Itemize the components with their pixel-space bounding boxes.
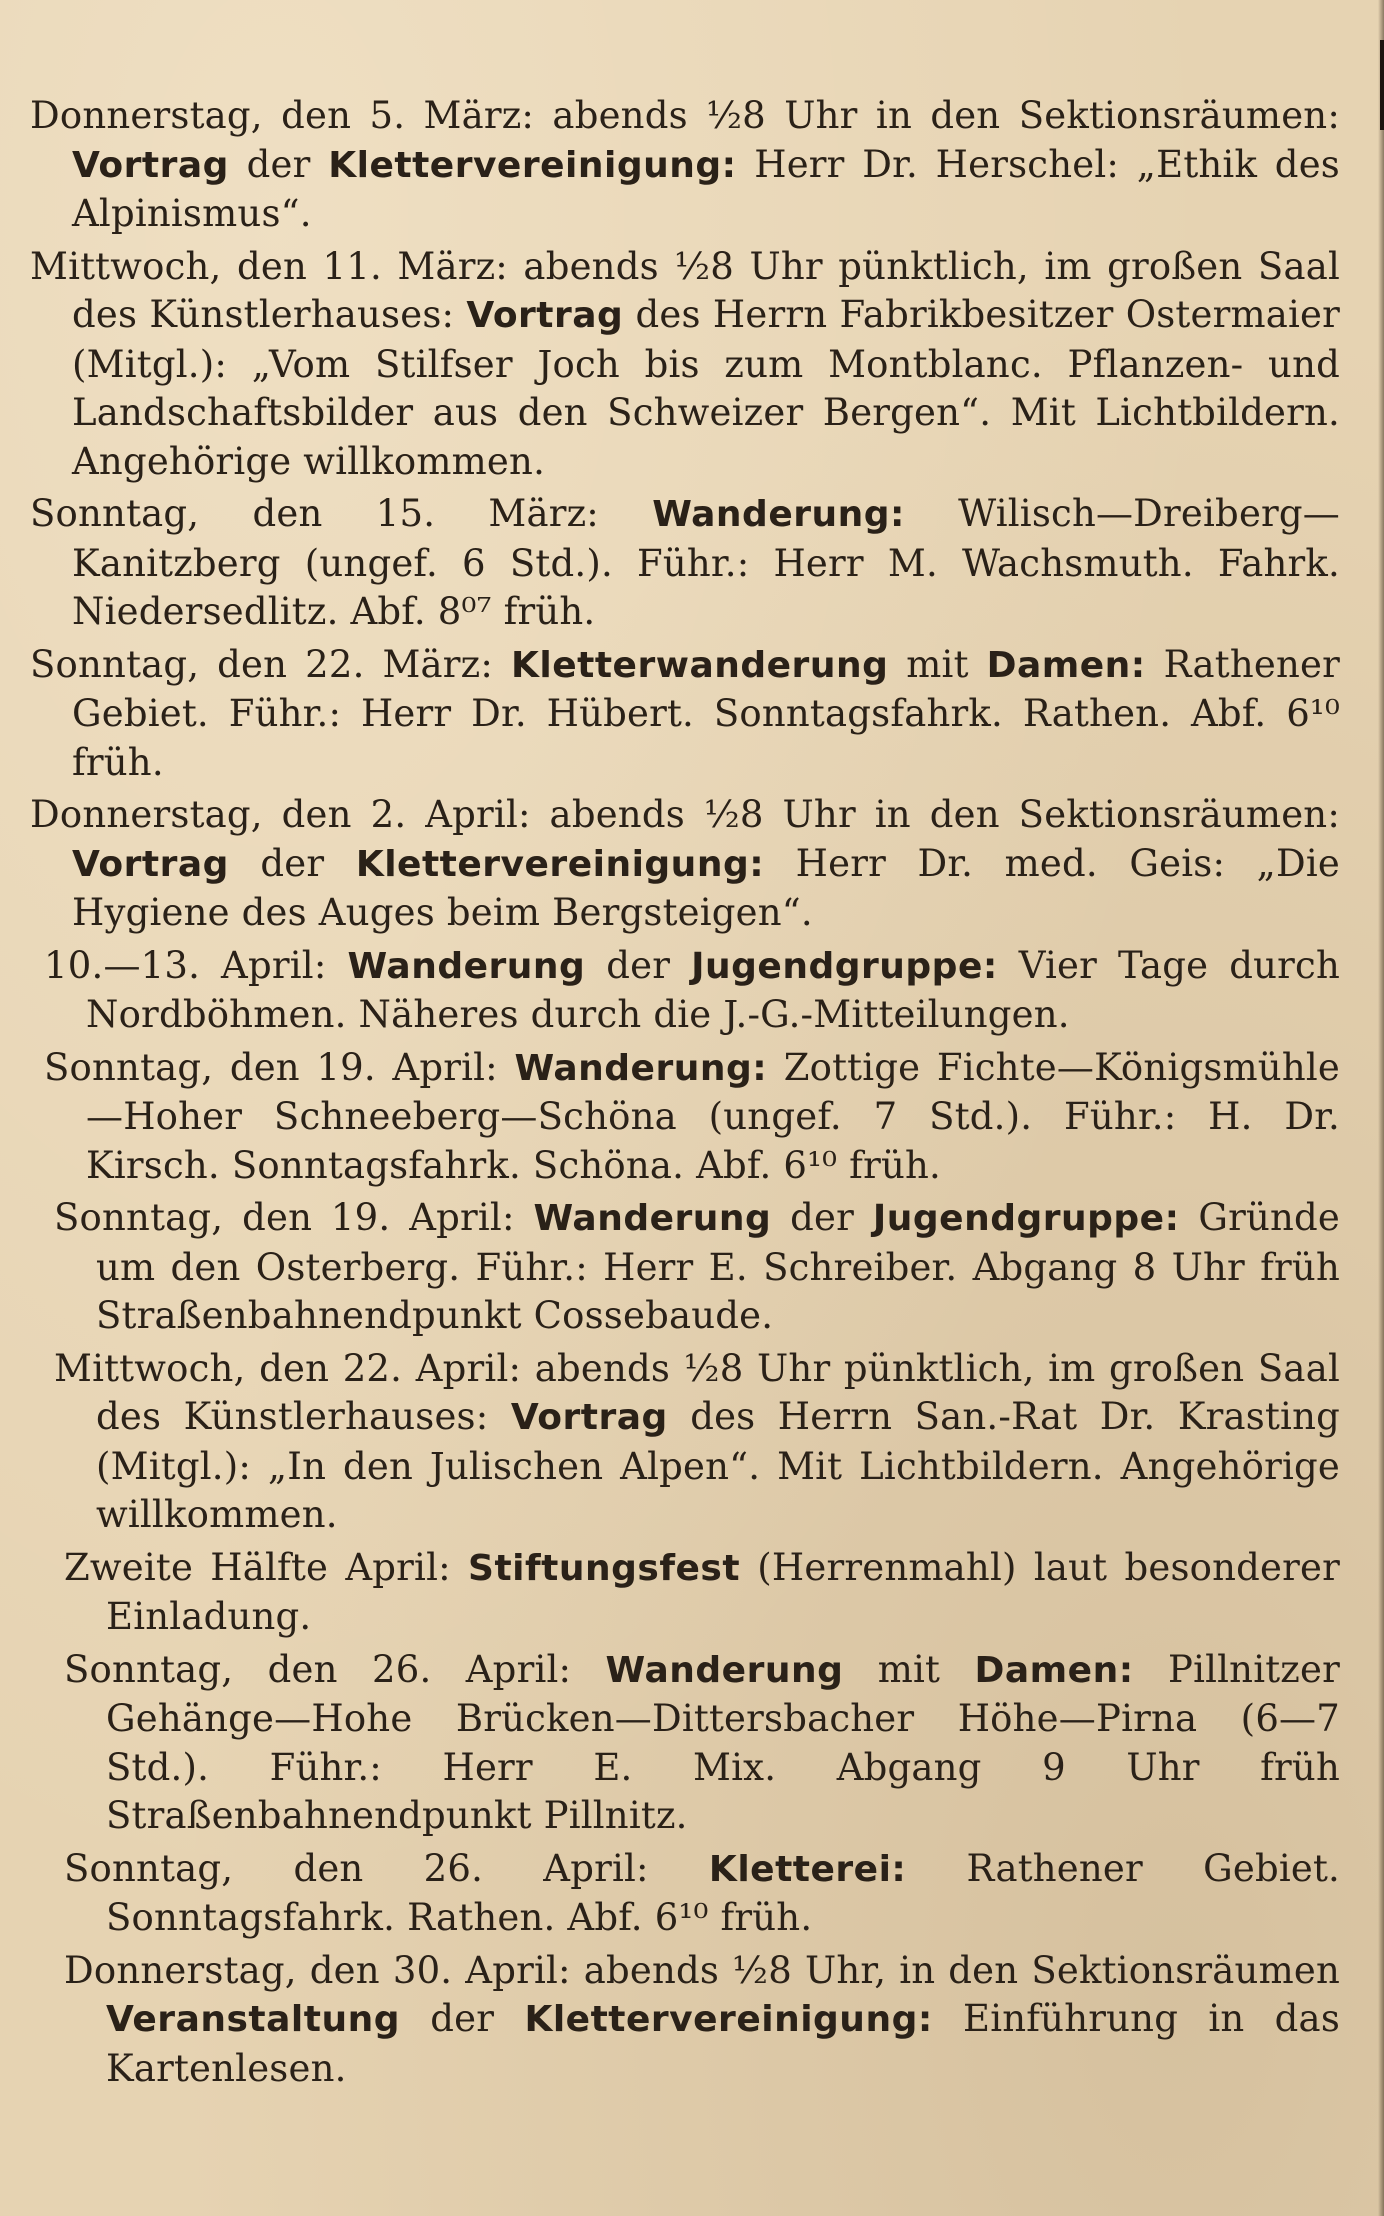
entry-date: Zweite Hälfte April: — [64, 1545, 451, 1589]
entry-connector: der — [260, 841, 325, 885]
entry-kind: Stiftungsfest — [468, 1547, 741, 1589]
entry-2 — [30, 243, 1340, 487]
entry-date: Sonntag, den 19. April: — [44, 1045, 498, 1089]
entry-detail: Gründe um den Osterberg. Führ.: Herr E. Schreiber. Abgang 8 Uhr früh Straßenbahnendpunkt Cossebaude. — [96, 1196, 1341, 1337]
entry-detail: Vier Tage durch Nordböhmen. Näheres durch die J.-G.-Mitteilungen. — [86, 943, 1340, 1036]
event-calendar — [30, 92, 1340, 2097]
entry-group: Jugendgruppe: — [691, 945, 998, 987]
entry-connector: der — [430, 1997, 495, 2040]
entry-detail: des Herrn Fabrikbesitzer Ostermaier (Mitgl.): „Vom Stilfser Joch bis zum Montblanc. Pflanzen- und Landschaftsbilder aus den Schweizer Bergen“. Mit Lichtbildern. Angehörige willkommen. — [72, 293, 1341, 483]
entry-kind: Vortrag — [72, 843, 229, 885]
entry-kind: Wanderung — [533, 1198, 772, 1239]
entry-detail: Wilisch—Dreiberg—Kanitzberg (ungef. 6 Std.). Führ.: Herr M. Wachsmuth. Fahrk. Niedersedlitz. Abf. 8⁰⁷ früh. — [72, 492, 1341, 633]
entry-10 — [64, 1544, 1340, 1642]
entry-group: Damen: — [974, 1649, 1134, 1691]
entry-connector: mit — [906, 642, 969, 686]
entry-kind: Wanderung — [605, 1649, 844, 1691]
page-edge-shadow — [1378, 0, 1384, 2216]
entry-detail: Zottige Fichte—Königsmühle—Hoher Schneeberg—Schöna (ungef. 7 Std.). Führ.: H. Dr. Kirsch. Sonntagsfahrk. Schöna. Abf. 6¹⁰ früh. — [86, 1045, 1340, 1187]
entry-date: Mittwoch, den 22. April: abends ½8 Uhr pünktlich, im großen Saal des Künstlerhauses: — [54, 1346, 1340, 1438]
entry-kind: Kletterwanderung — [510, 644, 889, 686]
entry-detail: Herr Dr. Herschel: „Ethik des Alpinismus“. — [72, 142, 1340, 235]
entry-13 — [64, 1947, 1340, 2094]
entry-5 — [30, 791, 1340, 938]
entry-12 — [64, 1845, 1340, 1943]
entry-date: Sonntag, den 15. März: — [30, 492, 599, 535]
entry-kind: Vortrag — [466, 295, 624, 336]
entry-detail: Einführung in das Kartenlesen. — [106, 1997, 1341, 2090]
entry-group: Jugendgruppe: — [872, 1198, 1180, 1239]
entry-kind: Kletterei: — [708, 1848, 907, 1890]
entry-connector: der — [606, 943, 671, 987]
entry-date: Donnerstag, den 2. April: abends ½8 Uhr in den Sektionsräumen: — [30, 793, 1340, 836]
entry-group: Klettervereinigung: — [524, 1999, 933, 2040]
entry-kind: Veranstaltung — [106, 1999, 400, 2040]
entry-date: Sonntag, den 26. April: — [64, 1647, 572, 1691]
entry-detail: Rathener Gebiet. Führ.: Herr Dr. Hübert. Sonntagsfahrk. Rathen. Abf. 6¹⁰ früh. — [72, 642, 1341, 784]
entry-detail: Pillnitzer Gehänge—Hohe Brücken—Dittersbacher Höhe—Pirna (6—7 Std.). Führ.: Herr E. Mix. Abgang 9 Uhr früh Straßenbahnendpunkt Pillnitz. — [106, 1647, 1340, 1837]
entry-group: Klettervereinigung: — [355, 843, 765, 885]
entry-date: Donnerstag, den 30. April: abends ½8 Uhr, in den Sektionsräumen — [64, 1948, 1340, 1992]
entry-group: Damen: — [986, 644, 1146, 686]
entry-connector: der — [790, 1196, 855, 1239]
entry-connector: der — [246, 142, 311, 186]
entry-group: Klettervereinigung: — [328, 144, 737, 186]
entry-7 — [44, 1044, 1340, 1191]
entry-kind: Wanderung: — [514, 1047, 768, 1089]
entry-date: Mittwoch, den 11. März: abends ½8 Uhr pünktlich, im großen Saal des Künstlerhauses: — [30, 244, 1340, 336]
entry-6 — [44, 942, 1340, 1040]
entry-8 — [54, 1194, 1340, 1341]
entry-connector: mit — [877, 1647, 941, 1691]
entry-detail: Herr Dr. med. Geis: „Die Hygiene des Auges beim Bergsteigen“. — [72, 841, 1340, 934]
entry-kind: Vortrag — [72, 144, 229, 186]
entry-kind: Wanderung — [347, 945, 586, 987]
entry-3 — [30, 490, 1340, 637]
entry-kind: Wanderung: — [652, 494, 905, 535]
entry-detail: des Herrn San.-Rat Dr. Krasting (Mitgl.): „In den Julischen Alpen“. Mit Lichtbildern. Angehörige willkommen. — [96, 1395, 1341, 1536]
entry-date: Sonntag, den 19. April: — [54, 1196, 515, 1239]
entry-kind: Vortrag — [510, 1397, 668, 1438]
entry-9 — [54, 1345, 1340, 1540]
entry-date: Sonntag, den 22. März: — [30, 642, 494, 686]
entry-date: Donnerstag, den 5. März: abends ½8 Uhr in den Sektionsräumen: — [30, 94, 1340, 137]
entry-4 — [30, 641, 1340, 788]
entry-detail: (Herrenmahl) laut besonderer Einladung. — [106, 1545, 1340, 1638]
entry-date: Sonntag, den 26. April: — [64, 1846, 649, 1890]
page-edge-mark — [1380, 40, 1384, 130]
entry-1 — [30, 92, 1340, 239]
entry-11 — [64, 1646, 1340, 1841]
entry-detail: Rathener Gebiet. Sonntagsfahrk. Rathen. Abf. 6¹⁰ früh. — [106, 1846, 1340, 1939]
entry-date: 10.—13. April: — [44, 943, 327, 987]
